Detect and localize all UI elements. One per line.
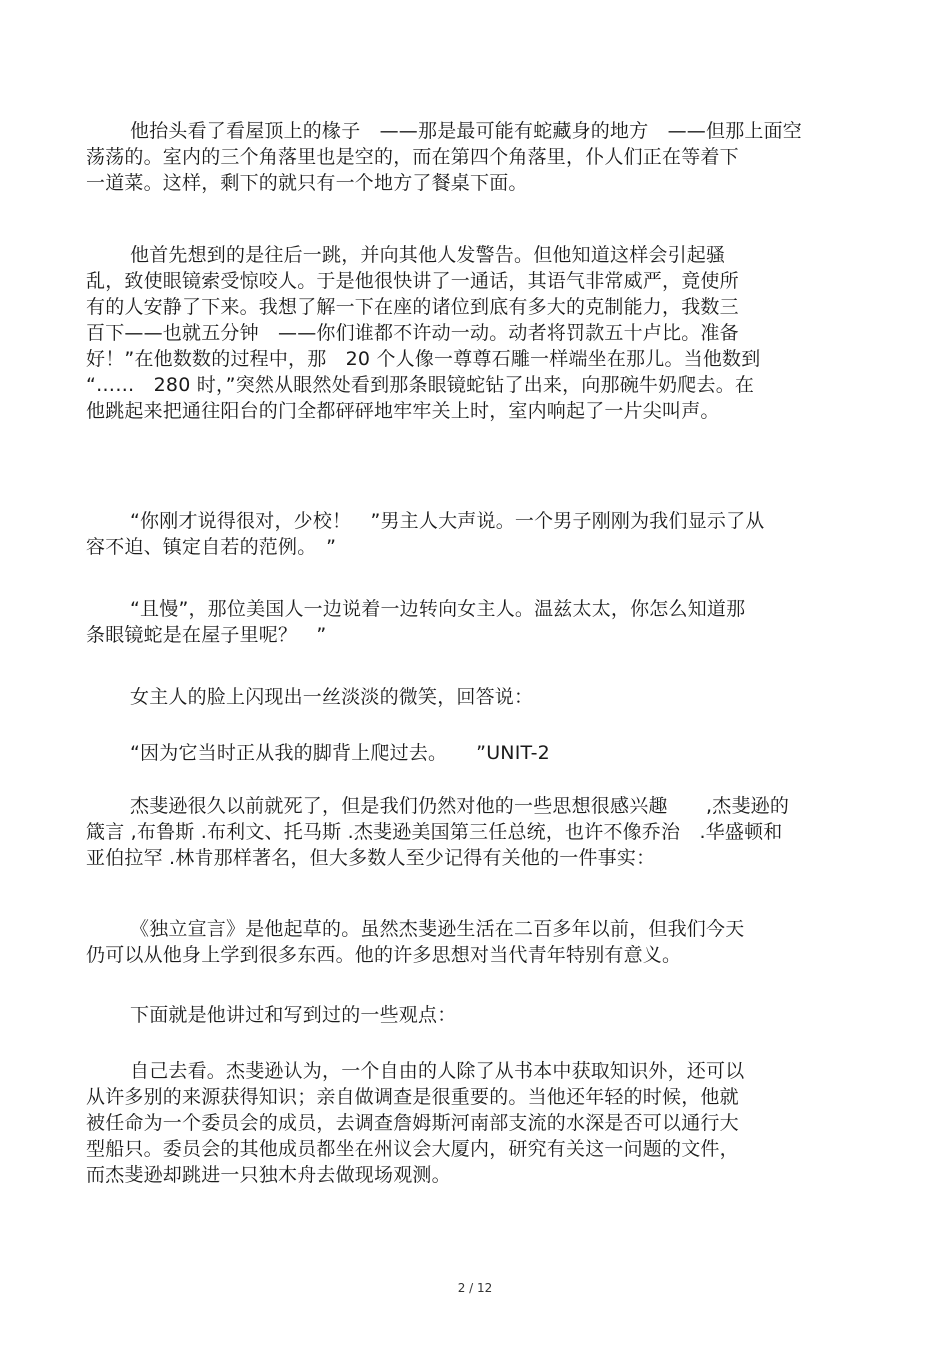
paragraph-5 — [86, 684, 866, 710]
text-line: 百下——也就五分钟 ——你们谁都不许动一动。动者将罚款五十卢比。准备 — [86, 322, 739, 344]
text-line: 型船只。委员会的其他成员都坐在州议会大厦内，研究有关这一问题的文件， — [86, 1138, 739, 1160]
text-line: “你刚才说得很对，少校！ ”男主人大声说。一个男子刚刚为我们显示了从 — [130, 510, 765, 532]
text-line: 乱，致使眼镜索受惊咬人。于是他很快讲了一通话，其语气非常威严，竟使所 — [86, 270, 739, 292]
text-line: 荡荡的。室内的三个角落里也是空的，而在第四个角落里，仆人们正在等着下 — [86, 146, 739, 168]
text-line: 有的人安静了下来。我想了解一下在座的诸位到底有多大的克制能力，我数三 — [86, 296, 739, 318]
text-line: 箴言 ,布鲁斯 .布利文、托马斯 .杰斐逊美国第三任总统，也许不像乔治 .华盛顿和 — [86, 821, 783, 843]
paragraph-2 — [86, 242, 866, 424]
paragraph-1 — [86, 118, 866, 196]
text-line: 下面就是他讲过和写到过的一些观点： — [130, 1004, 457, 1026]
text-line: 女主人的脸上闪现出一丝淡淡的微笑，回答说： — [130, 686, 534, 708]
text-line: 杰斐逊很久以前就死了，但是我们仍然对他的一些思想很感兴趣 ,杰斐逊的 — [130, 795, 790, 817]
text-line: 他抬头看了看屋顶上的椽子 ——那是最可能有蛇藏身的地方 ——但那上面空 — [130, 120, 803, 142]
text-line: “…… 280 时，”突然从眼然处看到那条眼镜蛇钻了出来，向那碗牛奶爬去。在 — [86, 374, 755, 396]
text-line: 自己去看。杰斐逊认为，一个自由的人除了从书本中获取知识外，还可以 — [130, 1060, 745, 1082]
text-line: 条眼镜蛇是在屋子里呢？ ” — [86, 624, 327, 646]
text-line: 好！”在他数数的过程中，那 20 个人像一尊尊石雕一样端坐在那儿。当他数到 — [86, 348, 761, 370]
paragraph-4 — [86, 596, 866, 648]
paragraph-6 — [86, 740, 866, 766]
paragraph-7 — [86, 793, 866, 871]
text-line: 他跳起来把通往阳台的门全都砰砰地牢牢关上时，室内响起了一片尖叫声。 — [86, 400, 720, 422]
text-line: 而杰斐逊却跳进一只独木舟去做现场观测。 — [86, 1164, 451, 1186]
paragraph-8 — [86, 916, 866, 968]
page-number: 2 / 12 — [457, 1281, 493, 1295]
paragraph-9 — [86, 1002, 866, 1028]
paragraph-3 — [86, 508, 866, 560]
text-line: 仍可以从他身上学到很多东西。他的许多思想对当代青年特别有意义。 — [86, 944, 682, 966]
text-line: 《独立宣言》是他起草的。虽然杰斐逊生活在二百多年以前，但我们今天 — [130, 918, 745, 940]
text-line: 容不迫、镇定自若的范例。 ” — [86, 536, 337, 558]
text-line: 亚伯拉罕 .林肯那样著名，但大多数人至少记得有关他的一件事实： — [86, 847, 656, 869]
text-line: “因为它当时正从我的脚背上爬过去。 ”UNIT-2 — [130, 742, 550, 764]
text-line: 被任命为一个委员会的成员，去调查詹姆斯河南部支流的水深是否可以通行大 — [86, 1112, 739, 1134]
text-line: 从许多别的来源获得知识；亲自做调查是很重要的。当他还年轻的时候，他就 — [86, 1086, 739, 1108]
text-line: “且慢”，那位美国人一边说着一边转向女主人。温兹太太，你怎么知道那 — [130, 598, 746, 620]
text-line: 他首先想到的是往后一跳，并向其他人发警告。但他知道这样会引起骚 — [130, 244, 726, 266]
text-line: 一道菜。这样，剩下的就只有一个地方了餐桌下面。 — [86, 172, 528, 194]
paragraph-10 — [86, 1058, 866, 1188]
